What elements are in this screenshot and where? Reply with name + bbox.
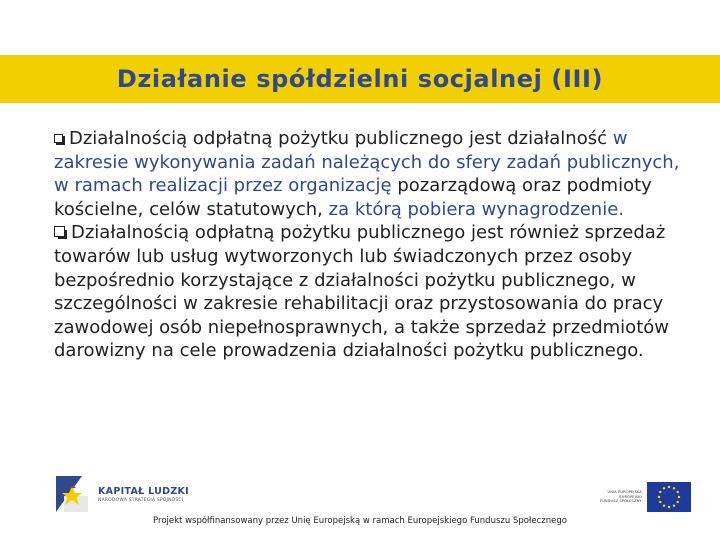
paragraph-1-emphasis-a: w zakresie wykonywania zadań należących do sfery zadań publicznych, w ramach realizacji przez organizację [54,128,680,197]
eu-logo-line: EUROPEJSKI [619,494,642,499]
kapital-ludzki-emblem-icon [52,474,92,514]
square-bullet-icon [54,226,65,237]
eu-logo-text [600,490,642,504]
eu-logo [600,481,691,513]
square-bullet-icon [54,134,63,143]
paragraph-2-text: Działalnością odpłatną pożytku publicznego jest również sprzedaż towarów lub usług wytworzonych lub świadczonych przez osoby bezpośrednio korzystające z działalności pożytku publicznego, w szczególności w zakresie rehabilitacji oraz przystosowania do pracy zawodowej osób niepełnosprawnych, a także sprzedaż przedmiotów darowizny na cele prowadzenia działalności pożytku publicznego. [54,222,669,362]
title-band [0,55,720,103]
paragraph-1-text-a: Działalnością odpłatną pożytku publicznego jest działalność [69,128,607,149]
kapital-ludzki-name: KAPITAŁ LUDZKI [98,485,190,497]
footer-note: Projekt współfinansowany przez Unię Europejską w ramach Europejskiego Funduszu Społecznego [153,516,567,526]
eu-flag-icon [647,482,691,512]
paragraph-1-emphasis-b: za którą pobiera wynagrodzenie. [328,198,624,220]
eu-logo-line: FUNDUSZ SPOŁECZNY [600,499,642,504]
eu-logo-line: UNIA EUROPEJSKA [607,490,642,495]
paragraph-1-text-b: pozarządową oraz podmioty kościelne, celów statutowych, [54,175,652,220]
paragraph-1 [54,127,684,221]
paragraph-2 [54,221,684,363]
slide-title: Działanie spółdzielni socjalnej (III) [116,65,604,93]
slide-body [54,127,684,363]
kapital-ludzki-logo [52,474,189,514]
kapital-ludzki-subtitle: NARODOWA STRATEGIA SPÓJNOŚCI [98,497,184,503]
